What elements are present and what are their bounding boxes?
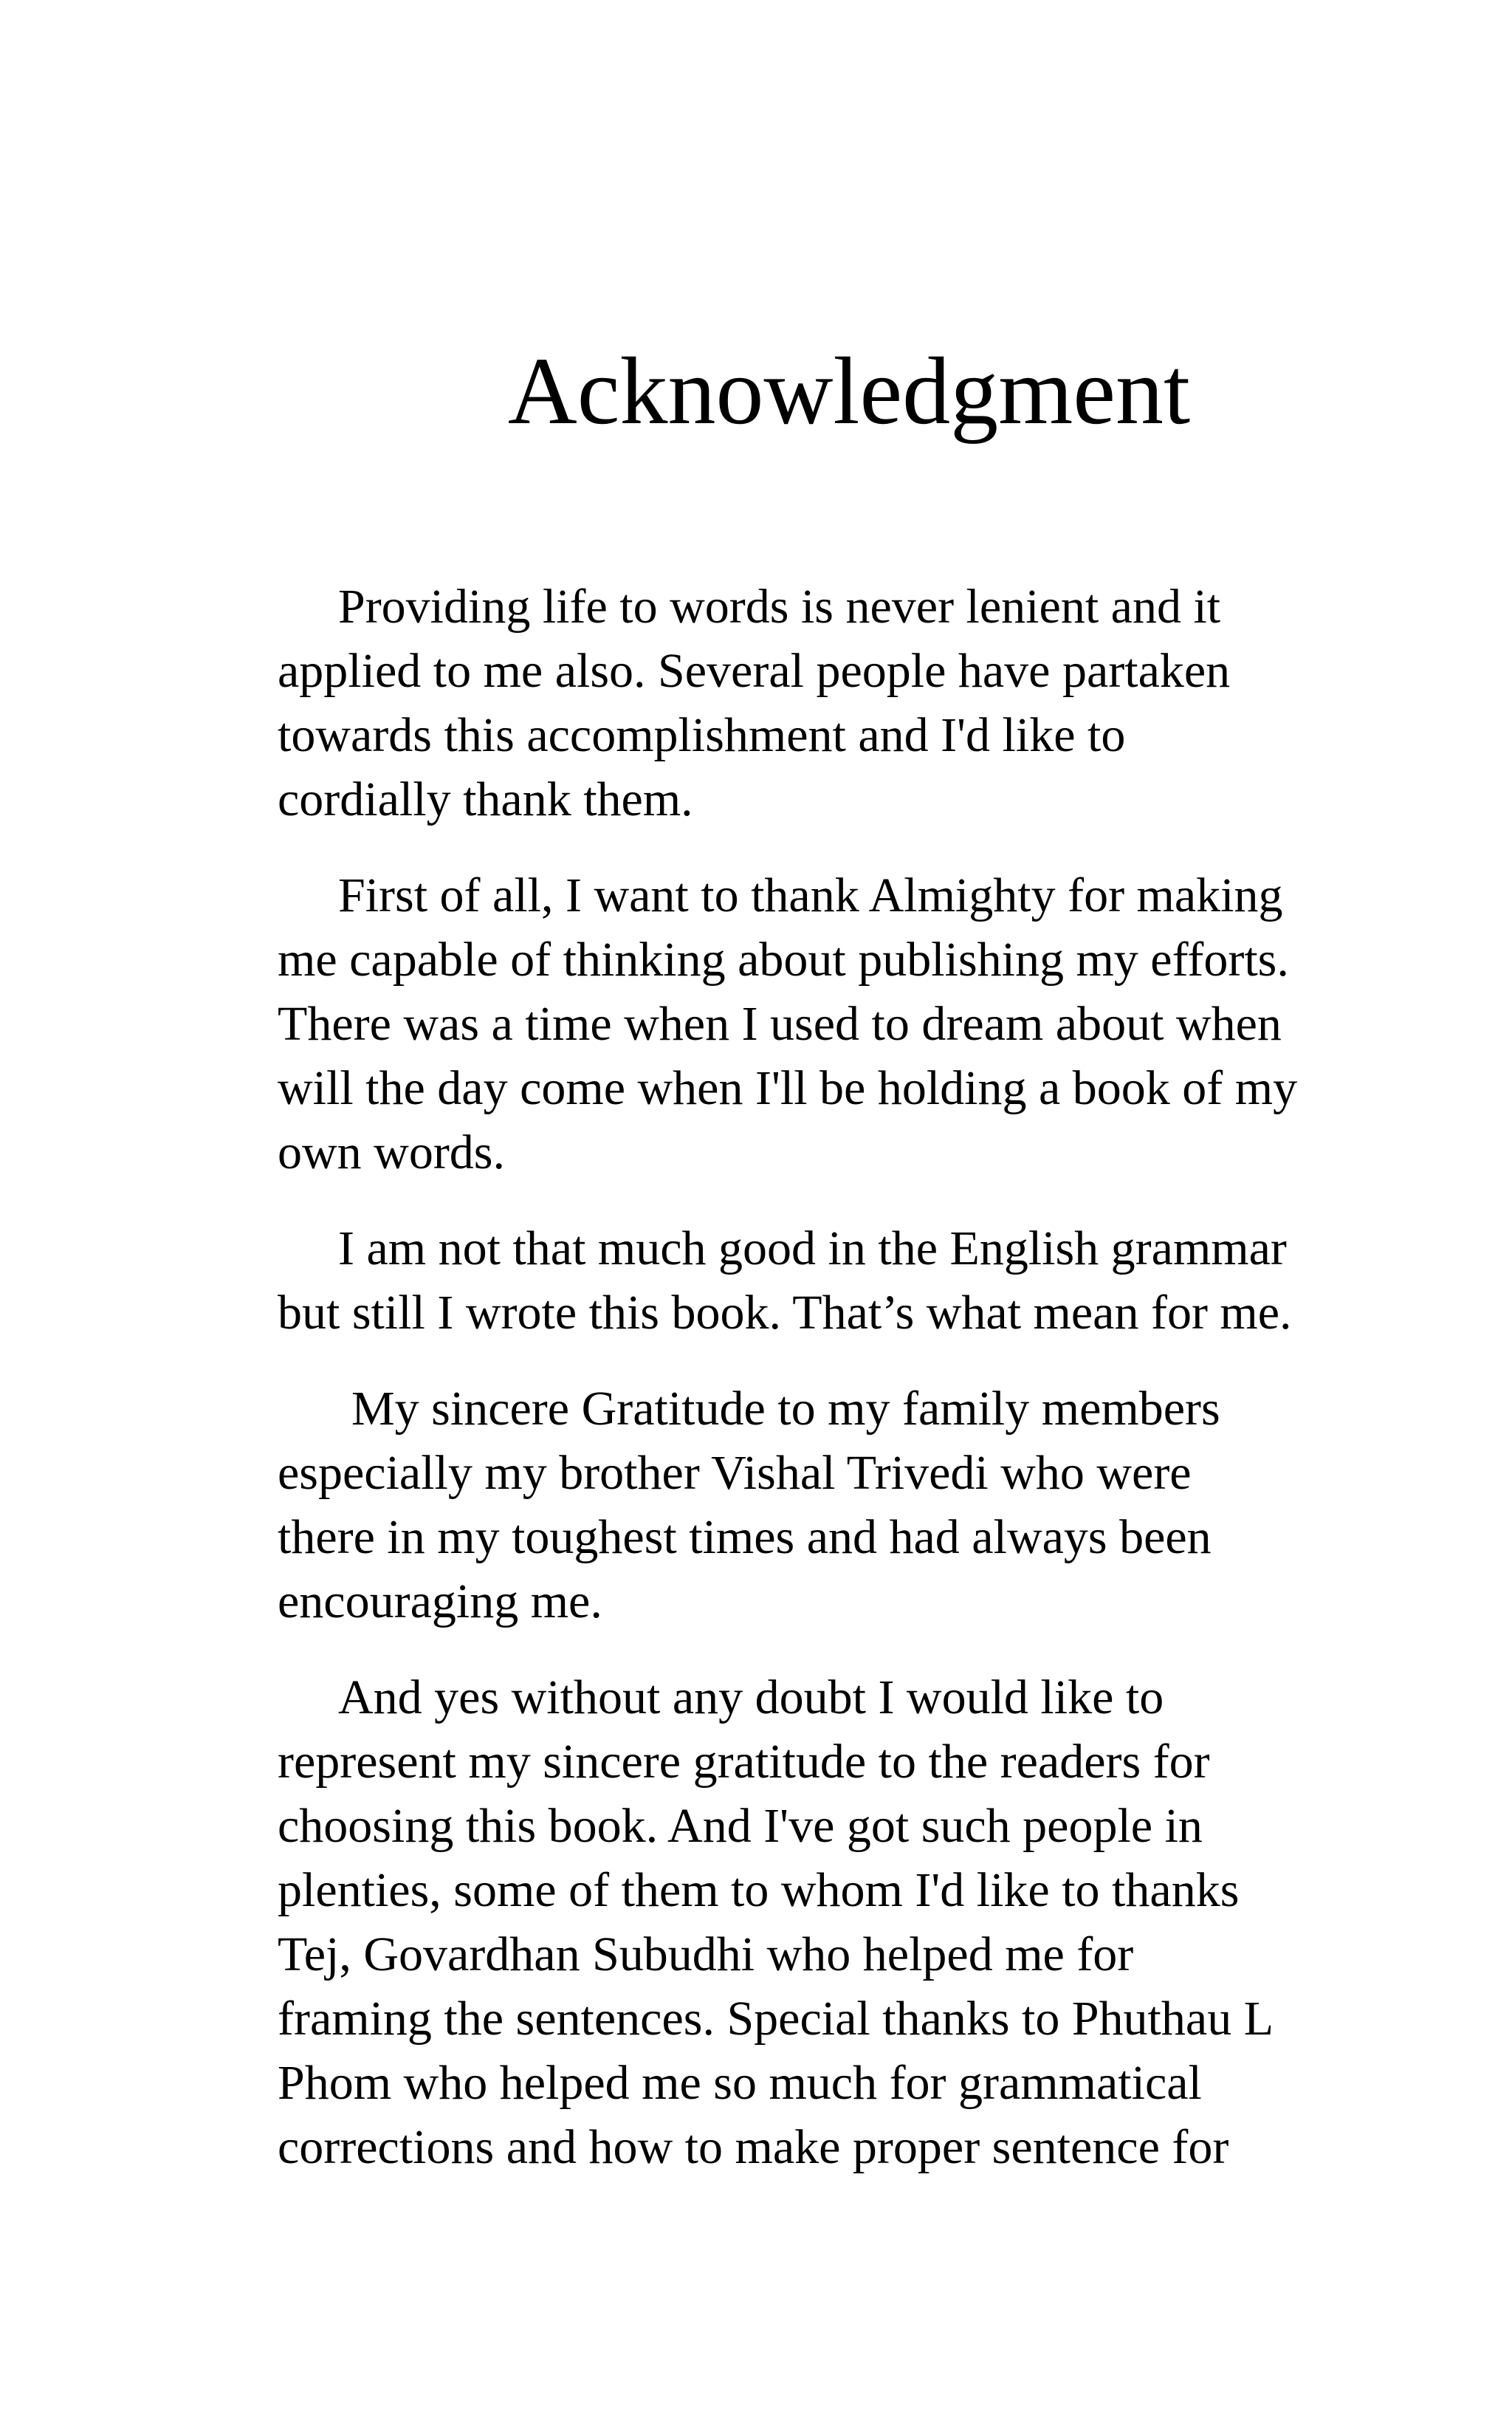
paragraph-4 (278, 1377, 1385, 1634)
text-line: cordially thank them. (278, 772, 693, 826)
text-line: Tej, Govardhan Subudhi who helped me for (278, 1927, 1134, 1981)
text-line: will the day come when I'll be holding a book of my (278, 1061, 1298, 1115)
text-line: but still I wrote this book. That’s what mean for me. (278, 1286, 1292, 1340)
text-line: encouraging me. (278, 1574, 602, 1628)
text-line: There was a time when I used to dream about when (278, 997, 1282, 1051)
body-text (278, 575, 1385, 2211)
text-line: Phom who helped me so much for grammatical (278, 2056, 1202, 2110)
text-line: plenties, some of them to whom I'd like to thanks (278, 1863, 1240, 1917)
text-line: there in my toughest times and had always been (278, 1510, 1212, 1564)
text-line: applied to me also. Several people have partaken (278, 644, 1231, 698)
text-line: Providing life to words is never lenient and it (338, 580, 1221, 634)
text-line: First of all, I want to thank Almighty for making (338, 868, 1283, 922)
text-line: especially my brother Vishal Trivedi who were (278, 1446, 1192, 1500)
text-line: And yes without any doubt I would like to (338, 1670, 1164, 1724)
text-line: My sincere Gratitude to my family members (351, 1382, 1220, 1436)
paragraph-2 (278, 863, 1385, 1185)
text-line: corrections and how to make proper sentence for (278, 2120, 1229, 2174)
text-line: I am not that much good in the English grammar (338, 1221, 1287, 1275)
paragraph-1 (278, 575, 1385, 832)
text-line: represent my sincere gratitude to the readers for (278, 1735, 1210, 1789)
text-line: towards this accomplishment and I'd like to (278, 708, 1126, 762)
page-title: Acknowledgment (507, 338, 1191, 445)
text-line: choosing this book. And I've got such people in (278, 1799, 1203, 1853)
text-line: me capable of thinking about publishing my efforts. (278, 933, 1289, 987)
paragraph-3 (278, 1216, 1385, 1345)
paragraph-5 (278, 1665, 1385, 2179)
text-line: framing the sentences. Special thanks to Phuthau L (278, 1992, 1274, 2046)
text-line: own words. (278, 1125, 505, 1179)
